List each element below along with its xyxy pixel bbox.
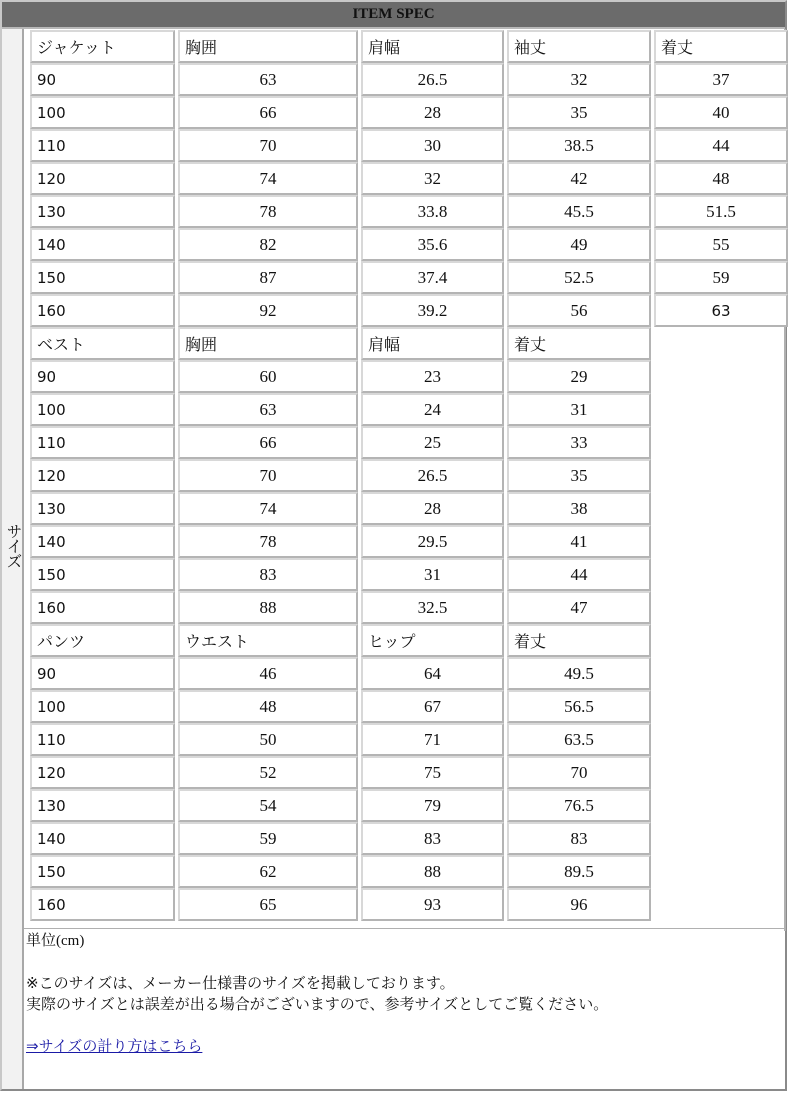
measurement-cell: 31	[507, 393, 651, 426]
measurement-cell: 87	[178, 261, 358, 294]
vest-header-row	[30, 327, 788, 360]
size-cell: 140	[30, 525, 175, 558]
jacket-table-row	[30, 261, 788, 294]
pants-table-row	[30, 690, 788, 723]
size-notes	[26, 930, 781, 1057]
measurement-cell: 56	[507, 294, 651, 327]
jacket-table-row	[30, 162, 788, 195]
measurement-cell: 71	[361, 723, 504, 756]
measurement-cell: 96	[507, 888, 651, 921]
measurement-cell: 93	[361, 888, 504, 921]
measurement-cell: 44	[654, 129, 788, 162]
measurement-cell: 33.8	[361, 195, 504, 228]
measurement-cell: 26.5	[361, 63, 504, 96]
measurement-cell: 49	[507, 228, 651, 261]
measurement-cell: 65	[178, 888, 358, 921]
jacket-table-row	[30, 63, 788, 96]
jacket-table-row	[30, 294, 788, 327]
measurement-cell: 83	[507, 822, 651, 855]
note-line-1: ※このサイズは、メーカー仕様書のサイズを掲載しております。	[26, 974, 455, 992]
size-cell: 120	[30, 162, 175, 195]
size-cell: 140	[30, 822, 175, 855]
size-cell: 90	[30, 63, 175, 96]
measurement-cell: 78	[178, 195, 358, 228]
size-cell: 130	[30, 789, 175, 822]
measurement-cell: 67	[361, 690, 504, 723]
jacket-header-row	[30, 30, 788, 63]
measurement-cell: 49.5	[507, 657, 651, 690]
measurement-cell: 74	[178, 492, 358, 525]
measurement-cell: 63.5	[507, 723, 651, 756]
empty-cell	[654, 591, 788, 624]
measurement-cell: 47	[507, 591, 651, 624]
measurement-cell: 52.5	[507, 261, 651, 294]
size-side-label: サイズ	[4, 523, 23, 568]
size-cell: 150	[30, 261, 175, 294]
vest-header-cell: 着丈	[507, 327, 651, 360]
vest-table-row	[30, 360, 788, 393]
size-cell: 90	[30, 360, 175, 393]
jacket-table-row	[30, 129, 788, 162]
jacket-header-cell: ジャケット	[30, 30, 175, 63]
measurement-cell: 29.5	[361, 525, 504, 558]
measurement-cell: 83	[178, 558, 358, 591]
jacket-header-cell: 胸囲	[178, 30, 358, 63]
pants-header-cell: 着丈	[507, 624, 651, 657]
vest-table-row	[30, 492, 788, 525]
vest-table-row	[30, 393, 788, 426]
empty-cell	[654, 822, 788, 855]
measurement-cell: 48	[178, 690, 358, 723]
size-cell: 90	[30, 657, 175, 690]
jacket-table-row	[30, 96, 788, 129]
size-cell: 100	[30, 690, 175, 723]
vest-table-row	[30, 525, 788, 558]
measurement-cell: 66	[178, 426, 358, 459]
unit-note	[26, 930, 781, 952]
measurement-cell: 46	[178, 657, 358, 690]
size-cell: 120	[30, 459, 175, 492]
measurement-cell: 29	[507, 360, 651, 393]
measurement-cell: 82	[178, 228, 358, 261]
size-cell: 120	[30, 756, 175, 789]
size-cell: 110	[30, 129, 175, 162]
measurement-cell: 32.5	[361, 591, 504, 624]
measurement-cell: 32	[361, 162, 504, 195]
measurement-cell: 39.2	[361, 294, 504, 327]
pants-header-row	[30, 624, 788, 657]
measurement-cell: 33	[507, 426, 651, 459]
measurement-cell: 35	[507, 459, 651, 492]
measurement-cell: 40	[654, 96, 788, 129]
measurement-cell: 26.5	[361, 459, 504, 492]
measurement-cell: 70	[507, 756, 651, 789]
measurement-cell: 78	[178, 525, 358, 558]
jacket-header-cell: 袖丈	[507, 30, 651, 63]
measurement-cell: 25	[361, 426, 504, 459]
vest-header-cell: 胸囲	[178, 327, 358, 360]
measurement-cell: 92	[178, 294, 358, 327]
empty-cell	[654, 690, 788, 723]
measurement-cell: 63	[178, 63, 358, 96]
unit-value: (cm)	[56, 933, 85, 949]
measurement-cell: 59	[178, 822, 358, 855]
note-line-2: 実際のサイズとは誤差が出る場合がございますので、参考サイズとしてご覧ください。	[26, 995, 609, 1013]
measurement-cell: 28	[361, 492, 504, 525]
size-cell: 130	[30, 492, 175, 525]
measurement-cell: 31	[361, 558, 504, 591]
empty-cell	[654, 855, 788, 888]
pants-table-row	[30, 855, 788, 888]
measurement-cell: 35	[507, 96, 651, 129]
empty-cell	[654, 657, 788, 690]
table-bottom-divider	[24, 928, 786, 929]
measurement-cell: 63	[654, 294, 788, 327]
measurement-cell: 44	[507, 558, 651, 591]
measurement-cell: 56.5	[507, 690, 651, 723]
measurement-cell: 66	[178, 96, 358, 129]
jacket-table-row	[30, 228, 788, 261]
size-cell: 140	[30, 228, 175, 261]
measurement-cell: 23	[361, 360, 504, 393]
vest-table-row	[30, 558, 788, 591]
size-measure-guide-link[interactable]: ⇒サイズの計り方はこちら	[26, 1037, 203, 1055]
measurement-cell: 76.5	[507, 789, 651, 822]
measurement-cell: 41	[507, 525, 651, 558]
pants-table-row	[30, 789, 788, 822]
measurement-cell: 88	[361, 855, 504, 888]
empty-cell	[654, 558, 788, 591]
measurement-cell: 37.4	[361, 261, 504, 294]
measurement-cell: 64	[361, 657, 504, 690]
vest-table-row	[30, 426, 788, 459]
pants-table-row	[30, 822, 788, 855]
item-spec-title: ITEM SPEC	[2, 2, 785, 29]
measurement-cell: 37	[654, 63, 788, 96]
empty-cell	[654, 426, 788, 459]
size-cell: 130	[30, 195, 175, 228]
empty-cell	[654, 723, 788, 756]
measurement-cell: 52	[178, 756, 358, 789]
measurement-cell: 50	[178, 723, 358, 756]
empty-cell	[654, 888, 788, 921]
empty-cell	[654, 327, 788, 360]
vest-header-cell: 肩幅	[361, 327, 504, 360]
measurement-cell: 38	[507, 492, 651, 525]
measurement-cell: 42	[507, 162, 651, 195]
empty-cell	[654, 459, 788, 492]
vest-table-row	[30, 591, 788, 624]
measurement-cell: 63	[178, 393, 358, 426]
measurement-cell: 24	[361, 393, 504, 426]
measurement-cell: 55	[654, 228, 788, 261]
size-table	[27, 30, 791, 921]
empty-cell	[654, 756, 788, 789]
size-cell: 110	[30, 426, 175, 459]
measurement-cell: 70	[178, 129, 358, 162]
measurement-cell: 51.5	[654, 195, 788, 228]
empty-cell	[654, 360, 788, 393]
size-cell: 160	[30, 888, 175, 921]
measurement-cell: 38.5	[507, 129, 651, 162]
measurement-cell: 28	[361, 96, 504, 129]
empty-cell	[654, 492, 788, 525]
measurement-cell: 79	[361, 789, 504, 822]
pants-table-row	[30, 888, 788, 921]
measurement-cell: 32	[507, 63, 651, 96]
measurement-cell: 88	[178, 591, 358, 624]
pants-header-cell: ヒップ	[361, 624, 504, 657]
empty-cell	[654, 624, 788, 657]
pants-table-row	[30, 723, 788, 756]
measurement-cell: 83	[361, 822, 504, 855]
pants-table-row	[30, 657, 788, 690]
measurement-cell: 60	[178, 360, 358, 393]
size-cell: 100	[30, 96, 175, 129]
measurement-cell: 62	[178, 855, 358, 888]
pants-table-row	[30, 756, 788, 789]
size-cell: 160	[30, 294, 175, 327]
measurement-cell: 35.6	[361, 228, 504, 261]
unit-label: 単位	[26, 931, 57, 949]
vest-header-cell: ベスト	[30, 327, 175, 360]
measurement-cell: 48	[654, 162, 788, 195]
measurement-cell: 45.5	[507, 195, 651, 228]
measurement-cell: 54	[178, 789, 358, 822]
jacket-header-cell: 肩幅	[361, 30, 504, 63]
measurement-cell: 70	[178, 459, 358, 492]
measurement-cell: 74	[178, 162, 358, 195]
jacket-table-row	[30, 195, 788, 228]
size-cell: 100	[30, 393, 175, 426]
empty-cell	[654, 525, 788, 558]
size-cell: 150	[30, 558, 175, 591]
size-cell: 150	[30, 855, 175, 888]
measurement-cell: 75	[361, 756, 504, 789]
measurement-cell: 89.5	[507, 855, 651, 888]
size-cell: 110	[30, 723, 175, 756]
empty-cell	[654, 789, 788, 822]
vest-table-row	[30, 459, 788, 492]
size-cell: 160	[30, 591, 175, 624]
jacket-header-cell: 着丈	[654, 30, 788, 63]
pants-header-cell: パンツ	[30, 624, 175, 657]
measurement-cell: 30	[361, 129, 504, 162]
empty-cell	[654, 393, 788, 426]
pants-header-cell: ウエスト	[178, 624, 358, 657]
measurement-cell: 59	[654, 261, 788, 294]
